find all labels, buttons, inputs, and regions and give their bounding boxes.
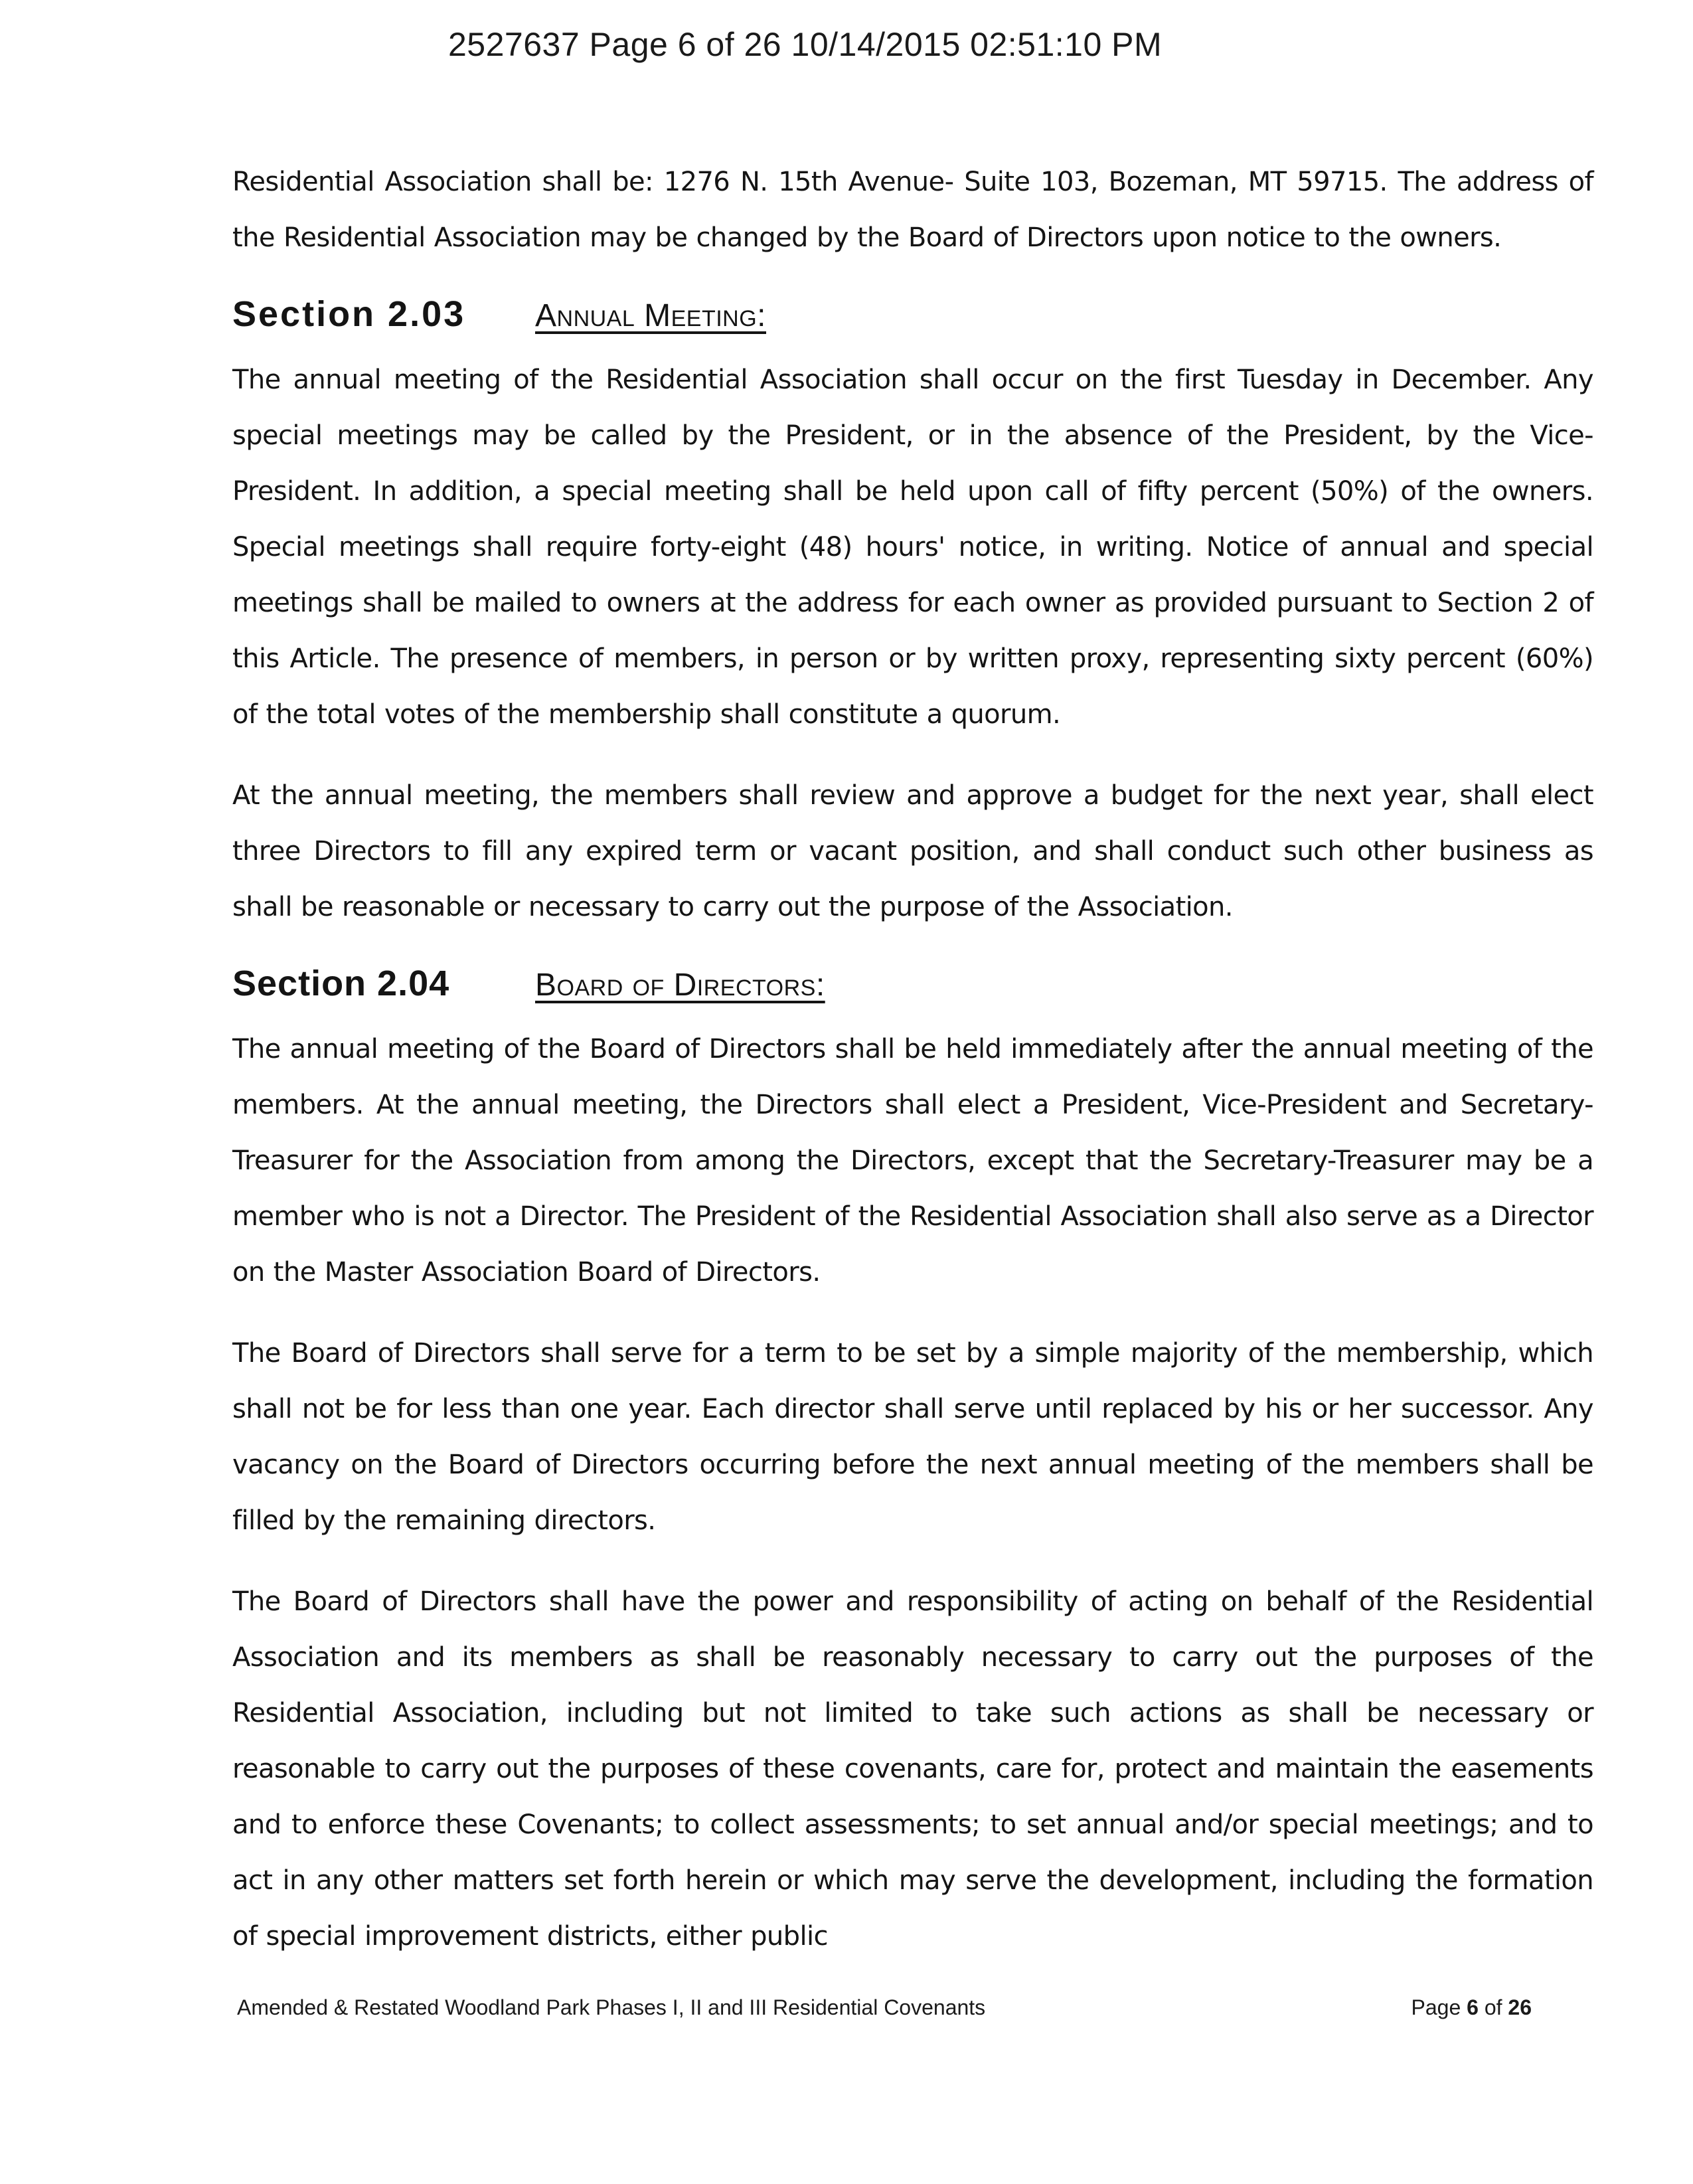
intro-paragraph: Residential Association shall be: 1276 N. 15th Avenue- Suite 103, Bozeman, MT 59715. The address of the Residential Association may be changed by the Board of Directors upon notice to the owners. [232,167,1593,253]
recording-stamp: 2527637 Page 6 of 26 10/14/2015 02:51:10 PM [448,26,1163,63]
section-title: Board of Directors: [535,967,825,1003]
section-title: Annual Meeting: [535,298,766,333]
page-current: 6 [1467,1995,1479,2019]
section-2-03-paragraph-1: The annual meeting of the Residential Association shall occur on the first Tuesday in December. Any special meetings may be called by the President, or in the absence of the President, by the Vice-President. In addition, a special meeting shall be held upon call of fifty percent (50%) of the owners. Special meetings shall require forty-eight (48) hours' notice, in writing. Notice of annual and special meetings shall be mailed to owners at the address for each owner as provided pursuant to Section 2 of this Article. The presence of members, in person or by written proxy, representing sixty percent (60%) of the total votes of the membership shall constitute a quorum. [232,365,1593,730]
section-number: Section 2.03 [232,294,466,334]
page-prefix: Page [1411,1995,1467,2019]
section-2-04-paragraph-2: The Board of Directors shall serve for a term to be set by a simple majority of the membership, which shall not be for less than one year. Each director shall serve until replaced by his or her successor. Any vacancy on the Board of Directors occurring before the next annual meeting of the members shall be filled by the remaining directors. [232,1338,1593,1536]
section-2-04-heading [232,963,1593,1017]
section-2-03-heading [232,294,1593,348]
page-footer [237,1995,1532,2020]
section-2-03-paragraph-2: At the annual meeting, the members shall review and approve a budget for the next year, shall elect three Directors to fill any expired term or vacant position, and shall conduct such other business as shall be reasonable or necessary to carry out the purpose of the Association. [232,780,1593,922]
document-body [232,154,1593,1964]
page-total: 26 [1508,1995,1532,2019]
section-2-04-paragraph-3: The Board of Directors shall have the power and responsibility of acting on behalf of the Residential Association and its members as shall be reasonably necessary to carry out the purposes of the Residential Association, including but not limited to take such actions as shall be necessary or reasonable to carry out the purposes of these covenants, care for, protect and maintain the easements and to enforce these Covenants; to collect assessments; to set annual and/or special meetings; and to act in any other matters set forth herein or which may serve the development, including the formation of special improvement districts, either public [232,1586,1593,1952]
section-2-04-paragraph-1: The annual meeting of the Board of Directors shall be held immediately after the annual meeting of the members. At the annual meeting, the Directors shall elect a President, Vice-President and Secretary-Treasurer for the Association from among the Directors, except that the Secretary-Treasurer may be a member who is not a Director. The President of the Residential Association shall also serve as a Director on the Master Association Board of Directors. [232,1034,1593,1288]
section-number: Section 2.04 [232,964,450,1003]
page-of: of [1478,1995,1508,2019]
footer-page-number [1411,1995,1532,2020]
footer-document-title: Amended & Restated Woodland Park Phases I, II and III Residential Covenants [237,1995,986,2019]
